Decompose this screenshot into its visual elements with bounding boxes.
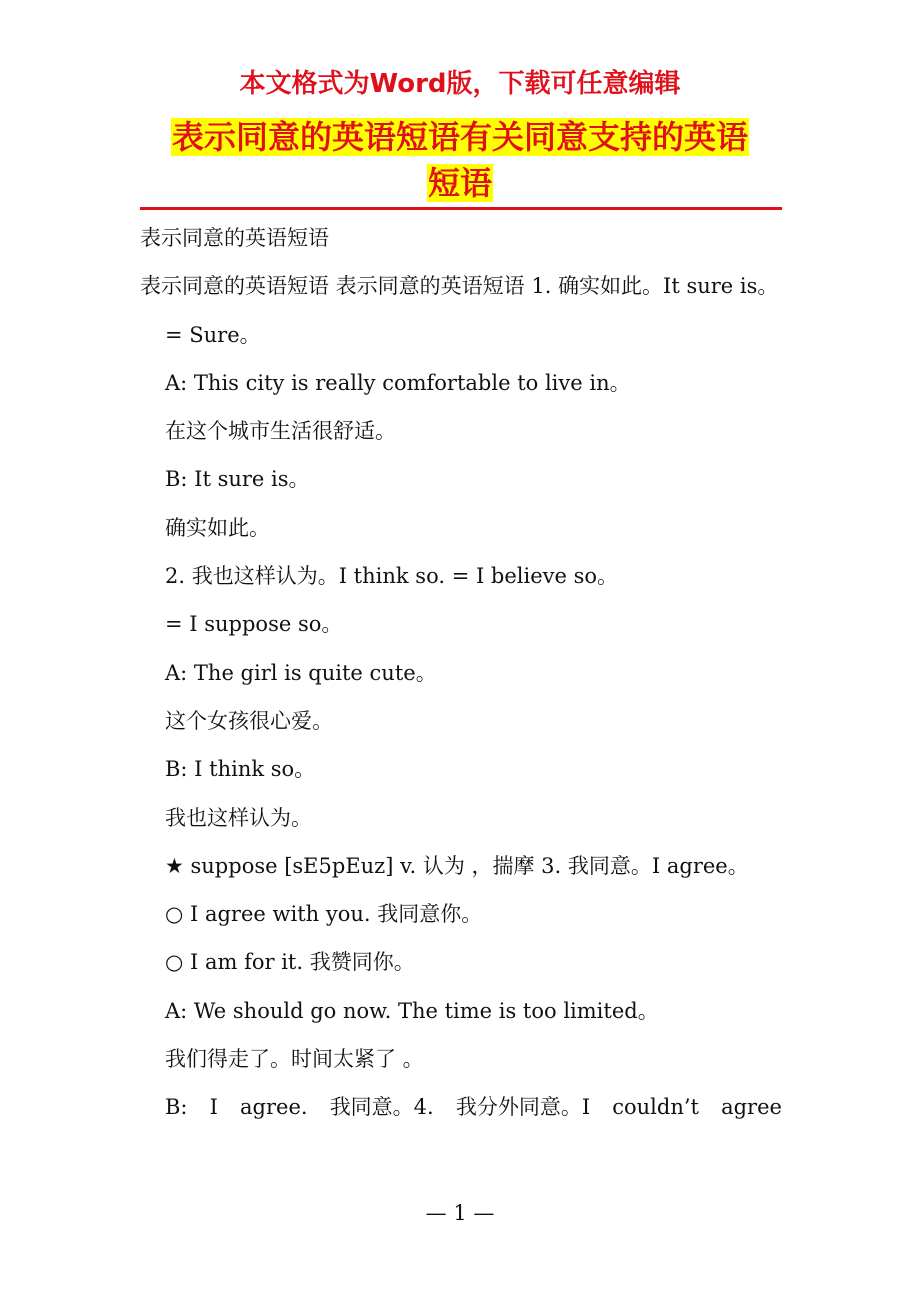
- paragraph: ○ I am for it. 我赞同你。: [165, 950, 415, 975]
- title-line-2: 短语: [427, 164, 492, 202]
- paragraph: B: It sure is。: [165, 467, 310, 492]
- paragraph: 这个女孩很心爱。: [165, 708, 333, 733]
- paragraph: 我们得走了。时间太紧了 。: [165, 1047, 424, 1072]
- paragraph: 确实如此。: [165, 515, 270, 540]
- word: couldn’t: [612, 1095, 699, 1120]
- paragraph: 我也这样认为。: [165, 805, 312, 830]
- paragraph: A: The girl is quite cute。: [165, 660, 437, 685]
- word: 我分外同意。I: [455, 1095, 591, 1120]
- title-line-1: 表示同意的英语短语有关同意支持的英语: [171, 118, 748, 156]
- paragraph: B: I think so。: [165, 757, 316, 782]
- paragraph: A: This city is really comfortable to live in。: [165, 370, 631, 395]
- paragraph-justified: [140, 1083, 782, 1131]
- paragraph: = I suppose so。: [165, 612, 343, 637]
- word: 我同意。4.: [329, 1095, 434, 1120]
- paragraph: 表示同意的英语短语: [140, 226, 329, 250]
- paragraph: 在这个城市生活很舒适。: [165, 419, 396, 444]
- page-number: — 1 —: [425, 1201, 495, 1225]
- paragraph: 2. 我也这样认为。I think so. = I believe so。: [165, 564, 619, 589]
- paragraph: = Sure。: [165, 322, 261, 347]
- format-banner: 本文格式为Word版，下载可任意编辑: [239, 69, 681, 99]
- paragraph: ★ suppose [sE5pEuz] v. 认为 ，揣摩 3. 我同意。I agree。: [165, 853, 749, 878]
- word: agree.: [240, 1095, 308, 1120]
- paragraph: 表示同意的英语短语 表示同意的英语短语 1. 确实如此。It sure is。: [140, 274, 779, 299]
- paragraph: A: We should go now. The time is too limited。: [165, 998, 659, 1023]
- document-title: [140, 114, 780, 206]
- word: I: [209, 1095, 218, 1120]
- word: agree: [721, 1095, 782, 1120]
- title-divider: [140, 207, 782, 210]
- document-body: [140, 214, 782, 1132]
- paragraph: ○ I agree with you. 我同意你。: [165, 902, 483, 927]
- word: B:: [165, 1095, 188, 1120]
